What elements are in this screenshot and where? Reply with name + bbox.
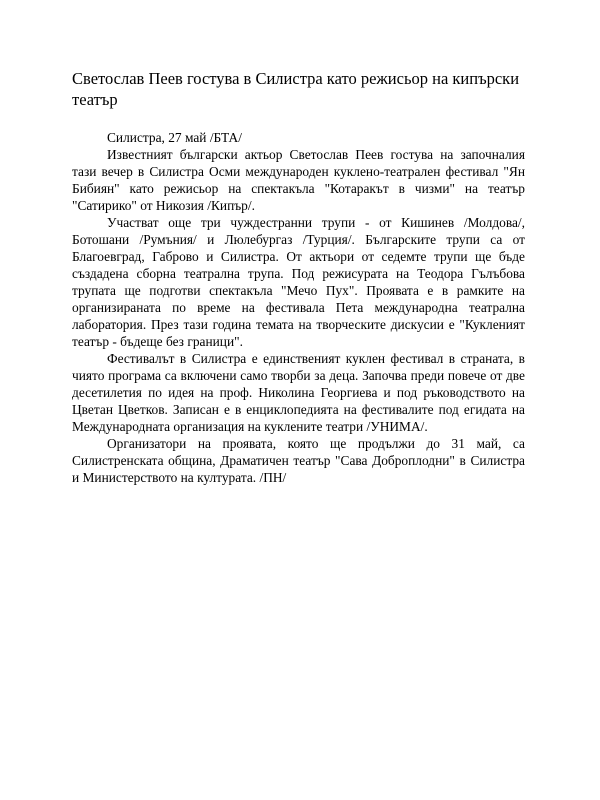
article-title: Светослав Пеев гостува в Силистра като режисьор на кипърски театър	[72, 69, 520, 109]
article-body	[72, 129, 525, 486]
article-paragraph: Фестивалът в Силистра е единственият куклен фестивал в страната, в чиято програма са включени само творби за деца. Започва преди повече от две десетилетия по идея на проф. Николина Георгиева и под ръководството на Цветан Цветков. Записан е в енциклопедията на фестивалите под егидата на Международната организация на куклените театри /УНИМА/.	[72, 351, 525, 434]
article-paragraph: Участват още три чуждестранни трупи - от Кишинев /Молдова/, Ботошани /Румъния/ и Люлебургаз /Турция/. Българските трупи са от Благоевград, Габрово и Силистра. От актьори от седемте трупи ще бъде създадена сборна театрална трупа. Под режисурата на Теодора Гълъбова трупата ще подготви спектакъла "Мечо Пух". Проявата е в рамките на организираната по време на фестивала Пета международна театрална лаборатория. През тази година темата на творческите дискусии е "Кукленият театър - бъдеще без граници".	[72, 215, 525, 349]
article-dateline: Силистра, 27 май /БТА/	[107, 130, 242, 145]
article-paragraph: Организатори на проявата, която ще продължи до 31 май, са Силистренската община, Драматичен театър "Сава Доброплодни" в Силистра и Министерството на културата. /ПН/	[72, 436, 525, 485]
article-paragraph: Известният български актьор Светослав Пеев гостува на започналия тази вечер в Силистра Осми международен куклено-театрален фестивал "Ян Бибиян" като режисьор на спектакъла "Котаракът в чизми" на театър "Сатирико" от Никозия /Кипър/.	[72, 147, 525, 213]
